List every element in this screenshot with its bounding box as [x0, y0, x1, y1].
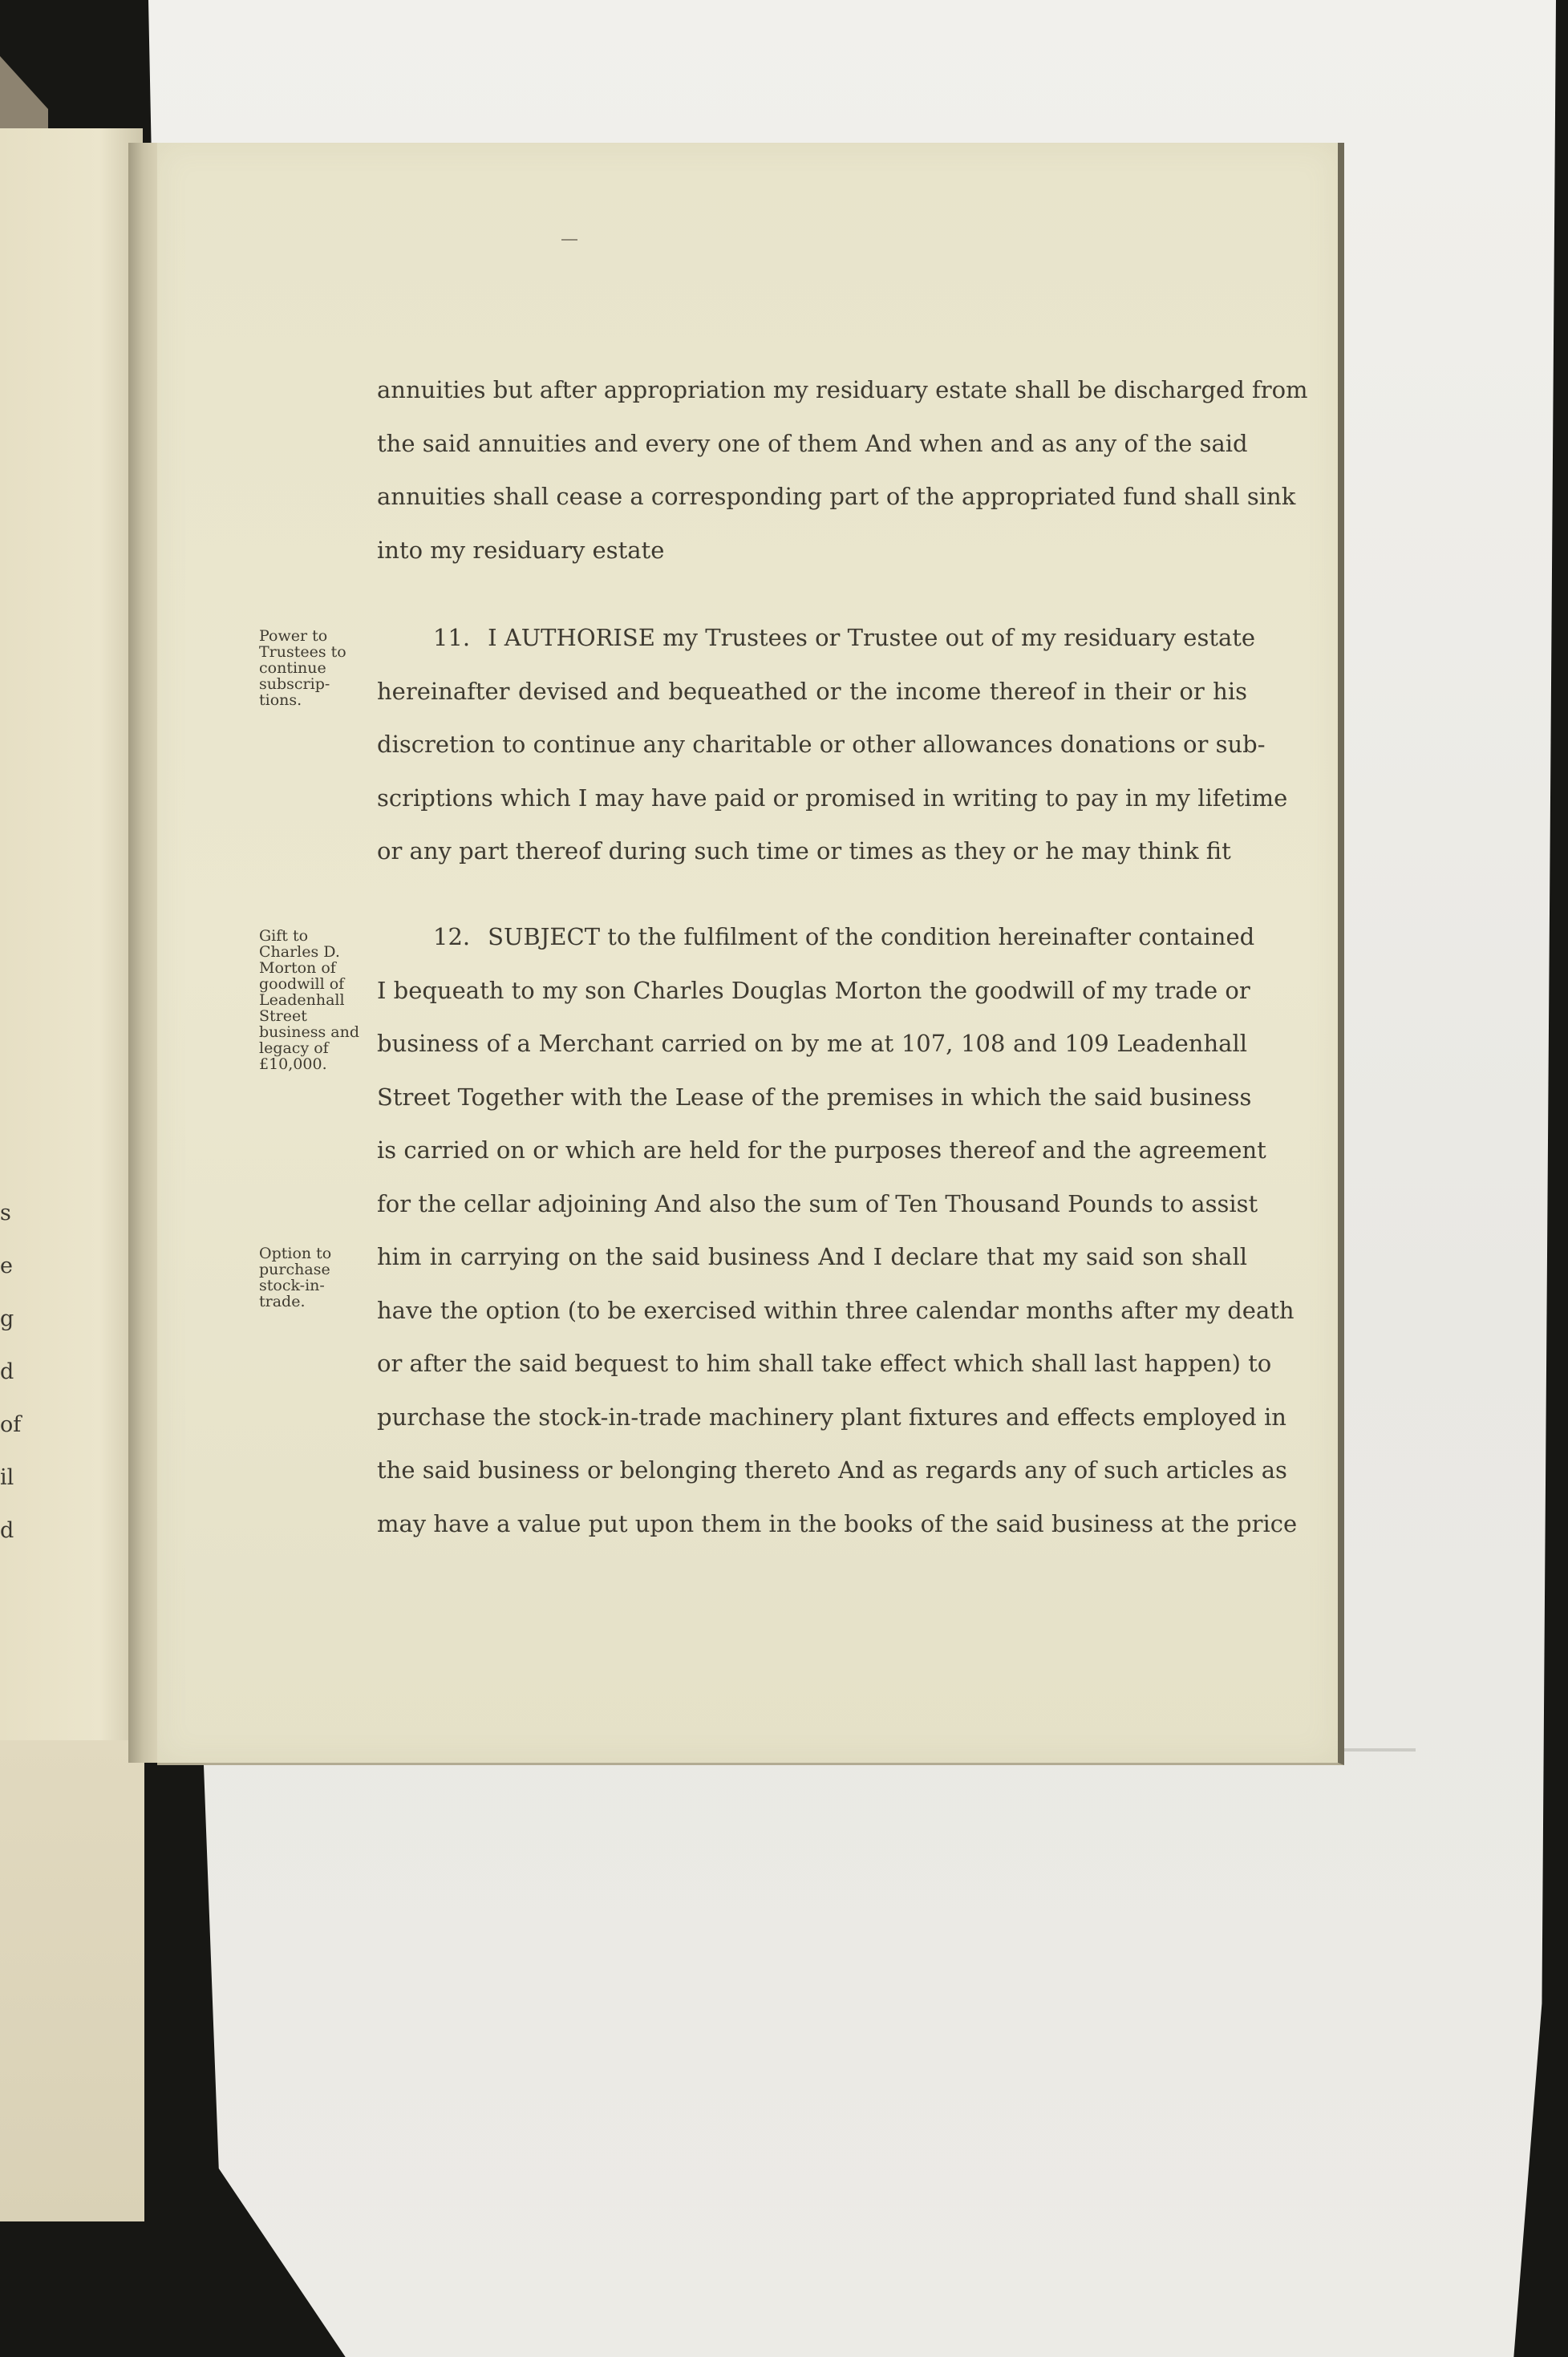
left-page-lower — [0, 1740, 144, 2221]
text-line: annuities shall cease a corresponding part of the appropriated fund shall sink — [377, 483, 1296, 510]
margin-note-line: purchase — [259, 1261, 330, 1278]
text-line: or any part thereof during such time or times as they or he may think fit — [377, 837, 1231, 865]
margin-note-line: business and — [259, 1023, 359, 1041]
text-line: have the option (to be exercised within three calendar months after my death — [377, 1296, 1295, 1324]
text-line — [377, 611, 1256, 665]
text-line: the said annuities and every one of them And when and as any of the said — [377, 429, 1248, 457]
text-segment: SUBJECT to the fulfilment of the condition hereinafter contained — [488, 923, 1255, 950]
left-page-text-fragments — [0, 1187, 22, 1557]
text-line: discretion to continue any charitable or other allowances donations or sub- — [377, 731, 1266, 758]
margin-note-line: £10,000. — [259, 1055, 327, 1073]
left-fragment: d — [0, 1518, 14, 1543]
text-line — [377, 910, 1255, 964]
text-line: I bequeath to my son Charles Douglas Morton the goodwill of my trade or — [377, 976, 1250, 1004]
margin-note-power-to-trustees — [259, 628, 367, 708]
margin-note-line: goodwill of — [259, 975, 345, 993]
paragraph-number: 12. — [433, 923, 471, 950]
text-segment: I AUTHORISE my Trustees or Trustee out of my residuary estate — [488, 624, 1256, 651]
margin-note-line: Morton of — [259, 959, 336, 977]
margin-note-line: stock-in- — [259, 1277, 325, 1294]
margin-note-line: Gift to — [259, 927, 309, 945]
margin-note-line: trade. — [259, 1293, 306, 1310]
margin-note-option-to-purchase — [259, 1245, 367, 1310]
book-gutter — [128, 143, 159, 1763]
text-line: scriptions which I may have paid or promised in writing to pay in my lifetime — [377, 784, 1288, 812]
text-line: purchase the stock-in-trade machinery plant fixtures and effects employed in — [377, 1403, 1286, 1431]
paragraph-11 — [377, 611, 1288, 878]
paragraph-12 — [377, 910, 1298, 1550]
left-fragment: of — [0, 1412, 22, 1437]
text-line: for the cellar adjoining And also the sum of Ten Thousand Pounds to assist — [377, 1189, 1258, 1217]
margin-note-line: continue — [259, 659, 326, 677]
text-line: into my residuary estate — [377, 536, 665, 564]
text-line: the said business or belonging thereto And as regards any of such articles as — [377, 1456, 1287, 1484]
text-line: annuities but after appropriation my residuary estate shall be discharged from — [377, 376, 1308, 403]
margin-note-line: Power to — [259, 627, 328, 645]
text-line: may have a value put upon them in the books of the said business at the price — [377, 1509, 1298, 1537]
top-dash — [561, 239, 577, 241]
margin-note-line: subscrip- — [259, 675, 330, 693]
margin-note-line: tions. — [259, 691, 302, 709]
left-fragment: s — [0, 1201, 11, 1225]
text-line: him in carrying on the said business And I declare that my said son shall — [377, 1243, 1247, 1270]
margin-note-line: legacy of — [259, 1039, 329, 1057]
margin-note-line: Street — [259, 1007, 307, 1025]
left-fragment: g — [0, 1306, 14, 1331]
paragraph-continuation — [377, 363, 1308, 577]
margin-note-line: Option to — [259, 1245, 332, 1262]
left-fragment: e — [0, 1253, 13, 1278]
left-page — [0, 128, 143, 1740]
margin-note-line: Charles D. — [259, 943, 340, 961]
text-line: or after the said bequest to him shall take effect which shall last happen) to — [377, 1350, 1272, 1377]
paragraph-number: 11. — [433, 624, 471, 651]
margin-note-line: Trustees to — [259, 643, 346, 661]
text-line: Street Together with the Lease of the premises in which the said business — [377, 1083, 1252, 1111]
text-line: is carried on or which are held for the purposes thereof and the agreement — [377, 1136, 1266, 1164]
left-fragment: d — [0, 1359, 14, 1384]
margin-note-line: Leadenhall — [259, 991, 345, 1009]
left-fragment: il — [0, 1465, 14, 1490]
text-line: hereinafter devised and bequeathed or the income thereof in their or his — [377, 677, 1247, 705]
margin-note-gift-to-charles — [259, 928, 367, 1072]
text-line: business of a Merchant carried on by me at 107, 108 and 109 Leadenhall — [377, 1030, 1247, 1057]
